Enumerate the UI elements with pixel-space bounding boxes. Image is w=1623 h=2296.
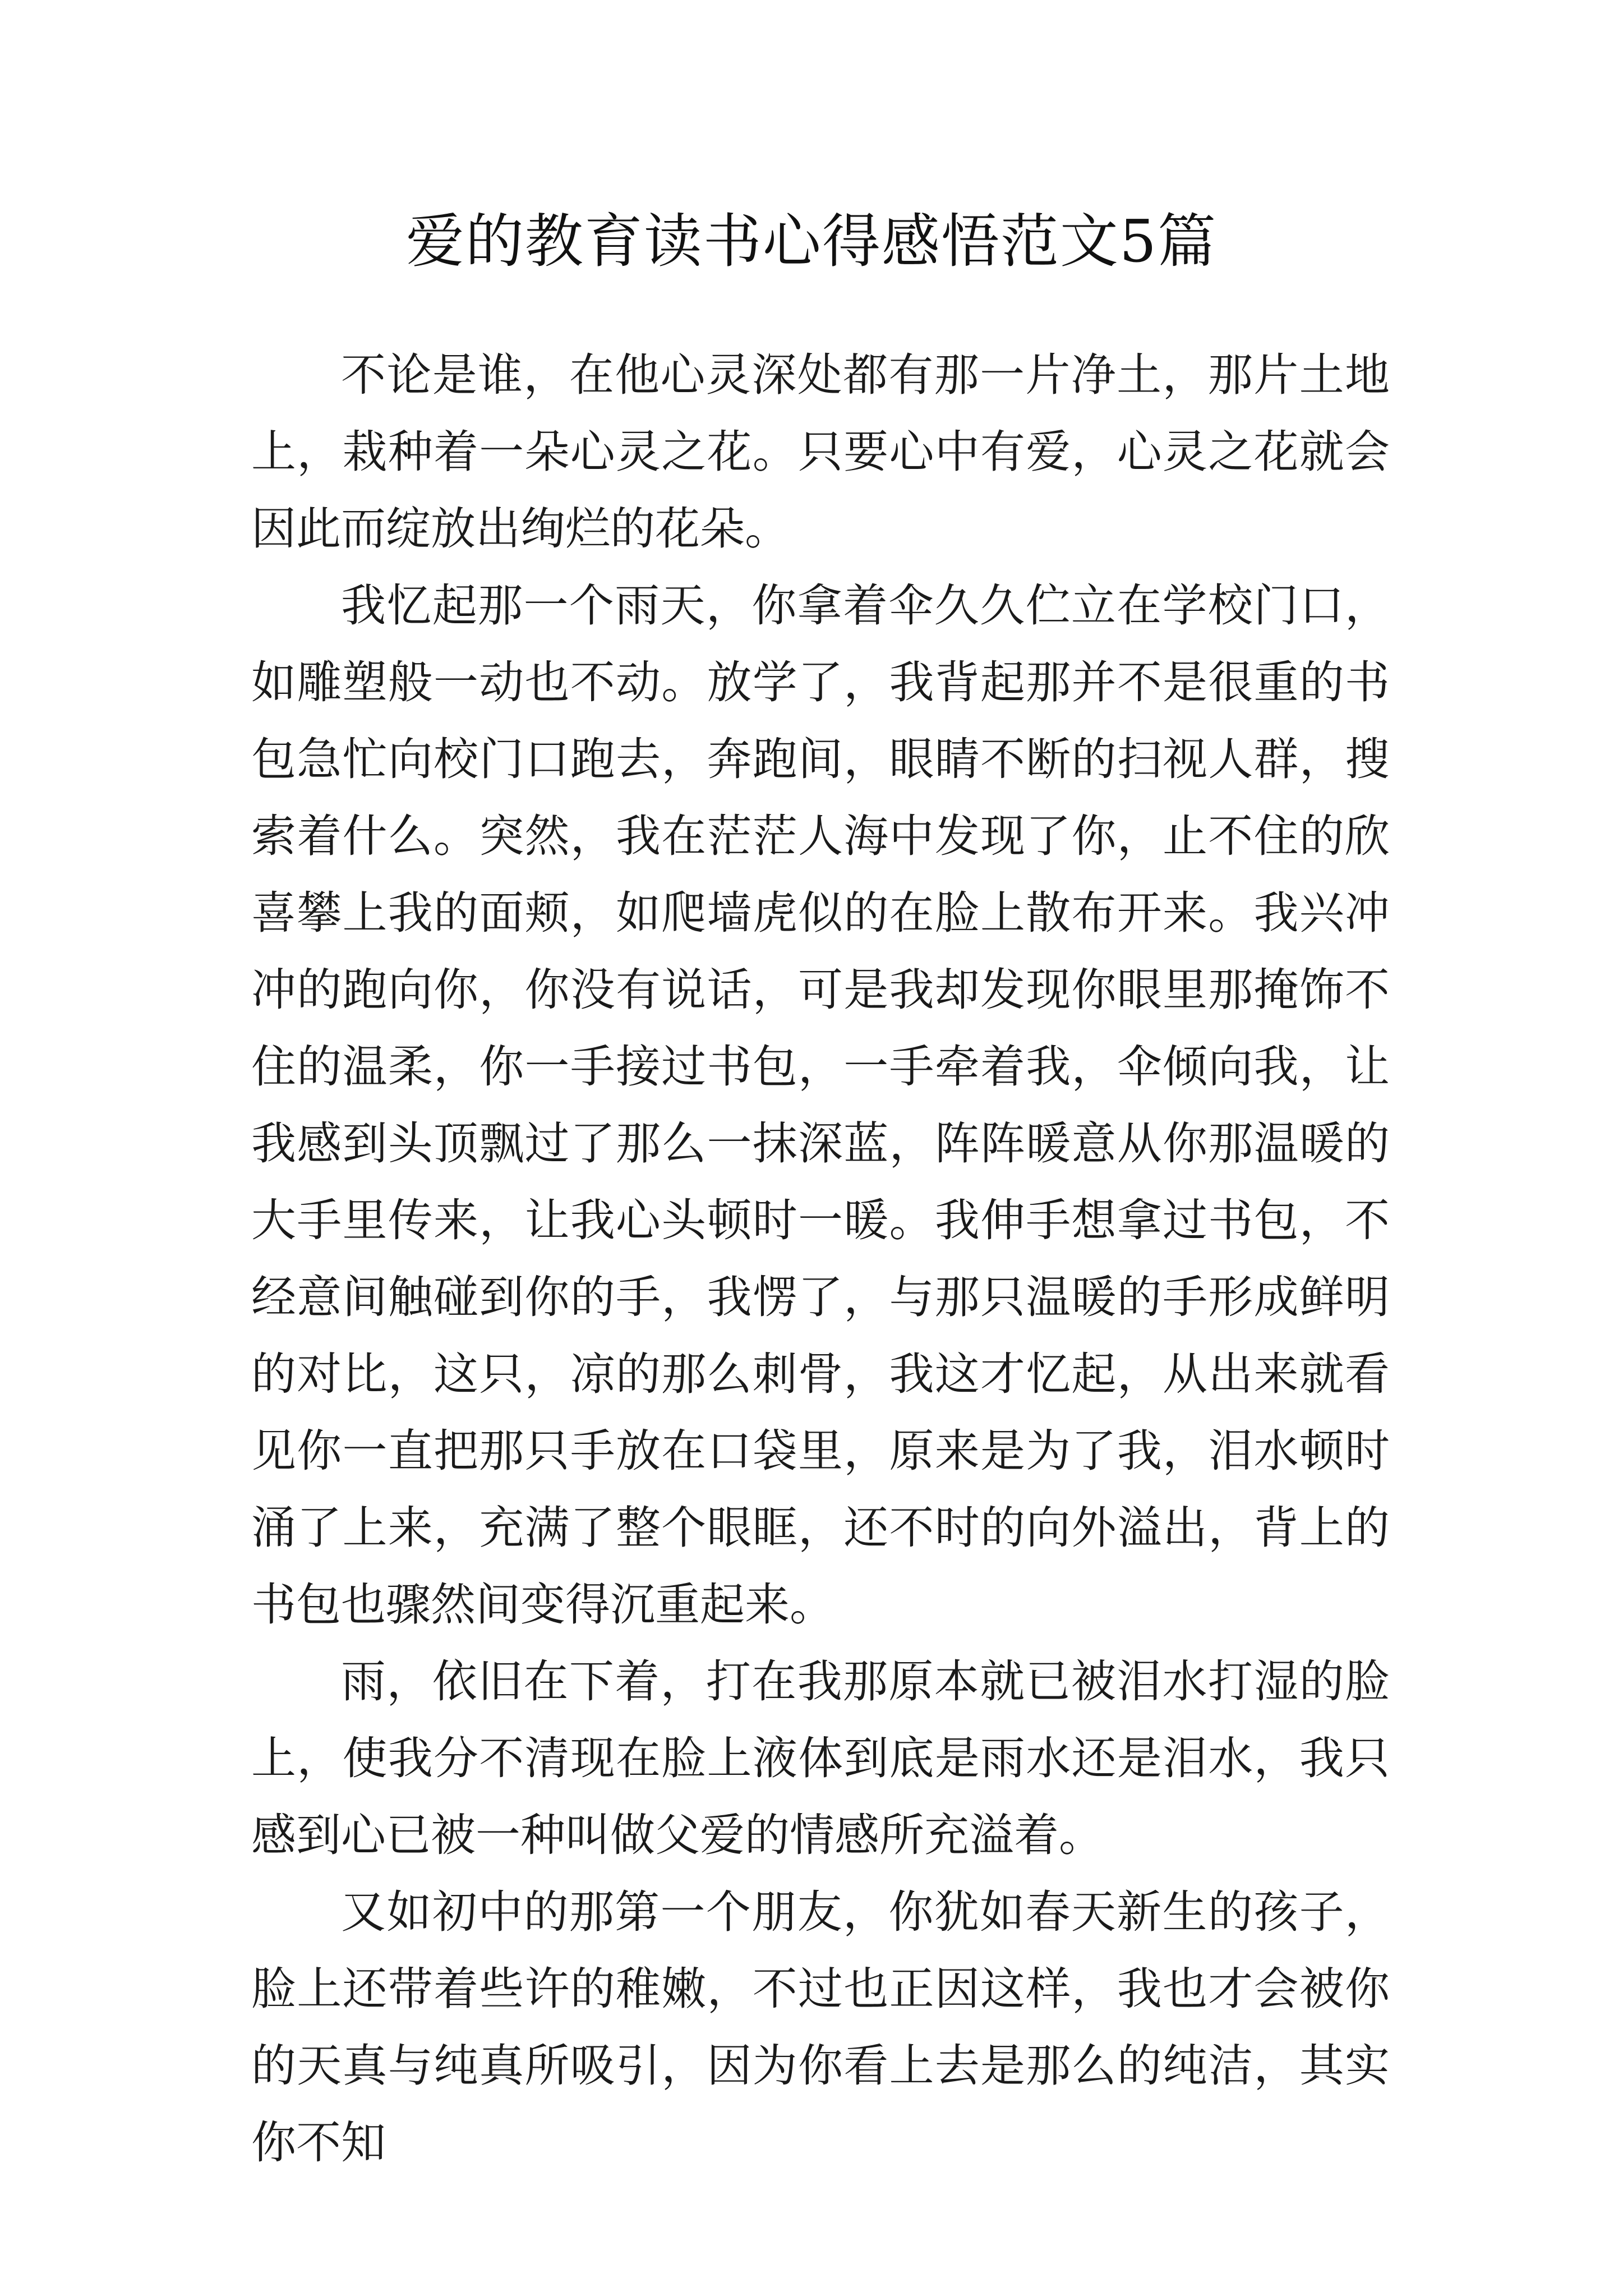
paragraph: 我忆起那一个雨天，你拿着伞久久伫立在学校门口，如雕塑般一动也不动。放学了，我背起那并不是很重的书包急忙向校门口跑去，奔跑间，眼睛不断的扫视人群，搜索着什么。突然，我在茫茫人海中发现了你，止不住的欣喜攀上我的面颊，如爬墙虎似的在脸上散布开来。我兴冲冲的跑向你，你没有说话，可是我却发现你眼里那掩饰不住的温柔，你一手接过书包，一手牵着我，伞倾向我，让我感到头顶飘过了那么一抹深蓝，阵阵暖意从你那温暖的大手里传来，让我心头顿时一暖。我伸手想拿过书包，不经意间触碰到你的手，我愣了，与那只温暖的手形成鲜明的对比，这只，凉的那么刺骨，我这才忆起，从出来就看见你一直把那只手放在口袋里，原来是为了我，泪水顿时涌了上来，充满了整个眼眶，还不时的向外溢出，背上的书包也骤然间变得沉重起来。: [251, 579, 1390, 1631]
paragraph: 不论是谁，在他心灵深处都有那一片净土，那片土地上，栽种着一朵心灵之花。只要心中有爱，心灵之花就会因此而绽放出绚烂的花朵。: [251, 349, 1390, 555]
document-title: 爱的教育读书心得感悟范文5篇: [405, 207, 1218, 275]
paragraph: 又如初中的那第一个朋友，你犹如春天新生的孩子，脸上还带着些许的稚嫩，不过也正因这样，我也才会被你的天真与纯真所吸引，因为你看上去是那么的纯洁，其实你不知: [251, 1886, 1390, 2169]
paragraph: 雨，依旧在下着，打在我那原本就已被泪水打湿的脸上，使我分不清现在脸上液体到底是雨水还是泪水，我只感到心已被一种叫做父爱的情感所充溢着。: [251, 1655, 1390, 1861]
document-body: [251, 337, 1390, 2181]
